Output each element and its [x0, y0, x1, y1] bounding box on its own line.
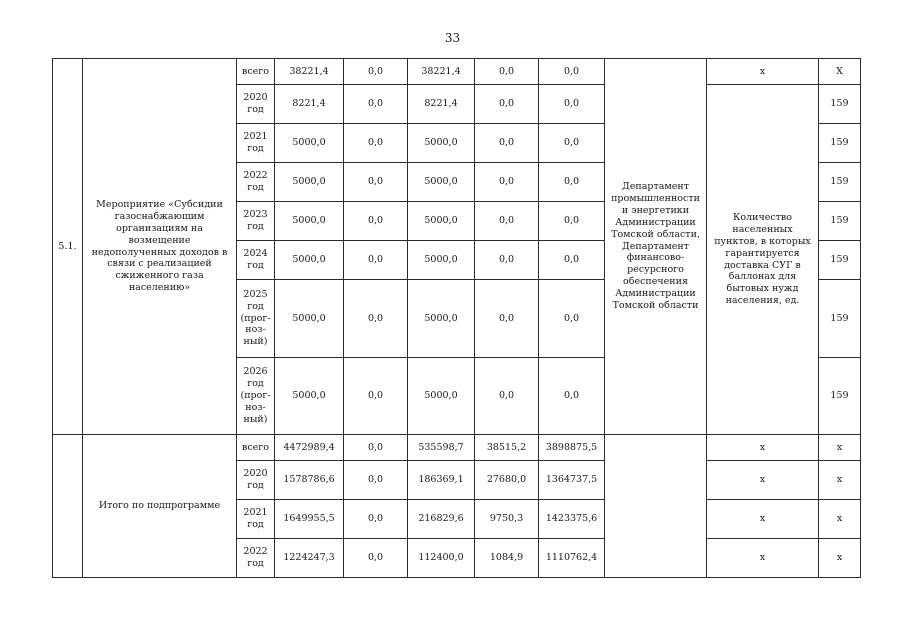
total-cell: 1578786,6 [275, 461, 344, 500]
indicator-value-cell: x [819, 461, 861, 500]
municipal-cell: 0,0 [475, 124, 539, 163]
regional-cell: 38221,4 [408, 59, 475, 85]
indicator-value-cell: 159 [819, 124, 861, 163]
federal-cell: 0,0 [344, 461, 408, 500]
municipal-cell: 0,0 [475, 358, 539, 435]
table-row [53, 59, 861, 85]
item-number [53, 435, 83, 578]
total-cell: 5000,0 [275, 241, 344, 280]
regional-cell: 5000,0 [408, 280, 475, 358]
total-cell: 1224247,3 [275, 539, 344, 578]
indicator-value-cell: 159 [819, 163, 861, 202]
municipal-cell: 38515,2 [475, 435, 539, 461]
total-cell: 5000,0 [275, 202, 344, 241]
municipal-cell: 0,0 [475, 241, 539, 280]
federal-cell: 0,0 [344, 539, 408, 578]
other-cell: 1423375,6 [539, 500, 605, 539]
period-cell: 2021 год [237, 500, 275, 539]
page-number: 33 [444, 31, 461, 45]
indicator-cell: x [707, 500, 819, 539]
other-cell: 3898875,5 [539, 435, 605, 461]
municipal-cell: 27680,0 [475, 461, 539, 500]
federal-cell: 0,0 [344, 124, 408, 163]
regional-cell: 5000,0 [408, 163, 475, 202]
other-cell: 0,0 [539, 163, 605, 202]
municipal-cell: 0,0 [475, 163, 539, 202]
indicator-value-cell: 159 [819, 85, 861, 124]
other-cell: 0,0 [539, 202, 605, 241]
indicator-value-cell: x [819, 539, 861, 578]
municipal-cell: 0,0 [475, 202, 539, 241]
regional-cell: 5000,0 [408, 202, 475, 241]
period-cell: 2020 год [237, 85, 275, 124]
other-cell: 1364737,5 [539, 461, 605, 500]
indicator-cell: x [707, 435, 819, 461]
period-cell: 2023 год [237, 202, 275, 241]
subtotal-label: Итого по подпрограмме [83, 435, 237, 578]
federal-cell: 0,0 [344, 85, 408, 124]
federal-cell: 0,0 [344, 163, 408, 202]
other-cell: 1110762,4 [539, 539, 605, 578]
period-cell: 2026 год (прог-ноз-ный) [237, 358, 275, 435]
indicator-value-cell: 159 [819, 241, 861, 280]
other-cell: 0,0 [539, 241, 605, 280]
indicator-value-cell: 159 [819, 202, 861, 241]
executor-cell: Департамент промышленности и энергетики Администрации Томской области, Департамент финансово-ресурсного обеспечения Администрации Томской области [605, 59, 707, 435]
indicator-value-cell: 159 [819, 280, 861, 358]
regional-cell: 216829,6 [408, 500, 475, 539]
municipal-cell: 9750,3 [475, 500, 539, 539]
municipal-cell: 0,0 [475, 59, 539, 85]
other-cell: 0,0 [539, 85, 605, 124]
federal-cell: 0,0 [344, 358, 408, 435]
budget-table [52, 58, 861, 578]
period-cell: 2020 год [237, 461, 275, 500]
executor-cell [605, 435, 707, 578]
federal-cell: 0,0 [344, 202, 408, 241]
regional-cell: 535598,7 [408, 435, 475, 461]
municipal-cell: 0,0 [475, 85, 539, 124]
total-cell: 4472989,4 [275, 435, 344, 461]
federal-cell: 0,0 [344, 435, 408, 461]
federal-cell: 0,0 [344, 59, 408, 85]
municipal-cell: 1084,9 [475, 539, 539, 578]
other-cell: 0,0 [539, 124, 605, 163]
federal-cell: 0,0 [344, 500, 408, 539]
indicator-value-cell: x [819, 500, 861, 539]
period-cell: 2022 год [237, 163, 275, 202]
other-cell: 0,0 [539, 358, 605, 435]
regional-cell: 112400,0 [408, 539, 475, 578]
table-row [53, 435, 861, 461]
period-cell: всего [237, 435, 275, 461]
regional-cell: 186369,1 [408, 461, 475, 500]
period-cell: всего [237, 59, 275, 85]
indicator-value-cell: x [819, 435, 861, 461]
other-cell: 0,0 [539, 280, 605, 358]
regional-cell: 5000,0 [408, 124, 475, 163]
indicator-name-cell: Количество населенных пунктов, в которых гарантируется доставка СУГ в баллонах для бытовых нужд населения, ед. [707, 85, 819, 435]
period-cell: 2021 год [237, 124, 275, 163]
activity-name: Мероприятие «Субсидии газоснабжающим организациям на возмещение недополученных доходов в связи с реализацией сжиженного газа населению» [83, 59, 237, 435]
indicator-value-cell: 159 [819, 358, 861, 435]
item-number: 5.1. [53, 59, 83, 435]
federal-cell: 0,0 [344, 280, 408, 358]
municipal-cell: 0,0 [475, 280, 539, 358]
total-cell: 1649955,5 [275, 500, 344, 539]
total-cell: 5000,0 [275, 163, 344, 202]
total-cell: 5000,0 [275, 124, 344, 163]
regional-cell: 8221,4 [408, 85, 475, 124]
total-cell: 5000,0 [275, 280, 344, 358]
total-cell: 8221,4 [275, 85, 344, 124]
regional-cell: 5000,0 [408, 241, 475, 280]
other-cell: 0,0 [539, 59, 605, 85]
indicator-cell: x [707, 461, 819, 500]
total-cell: 38221,4 [275, 59, 344, 85]
period-cell: 2024 год [237, 241, 275, 280]
federal-cell: 0,0 [344, 241, 408, 280]
total-cell: 5000,0 [275, 358, 344, 435]
indicator-cell: x [707, 539, 819, 578]
period-cell: 2022 год [237, 539, 275, 578]
indicator-value-cell: X [819, 59, 861, 85]
period-cell: 2025 год (прог-ноз-ный) [237, 280, 275, 358]
indicator-cell: x [707, 59, 819, 85]
regional-cell: 5000,0 [408, 358, 475, 435]
